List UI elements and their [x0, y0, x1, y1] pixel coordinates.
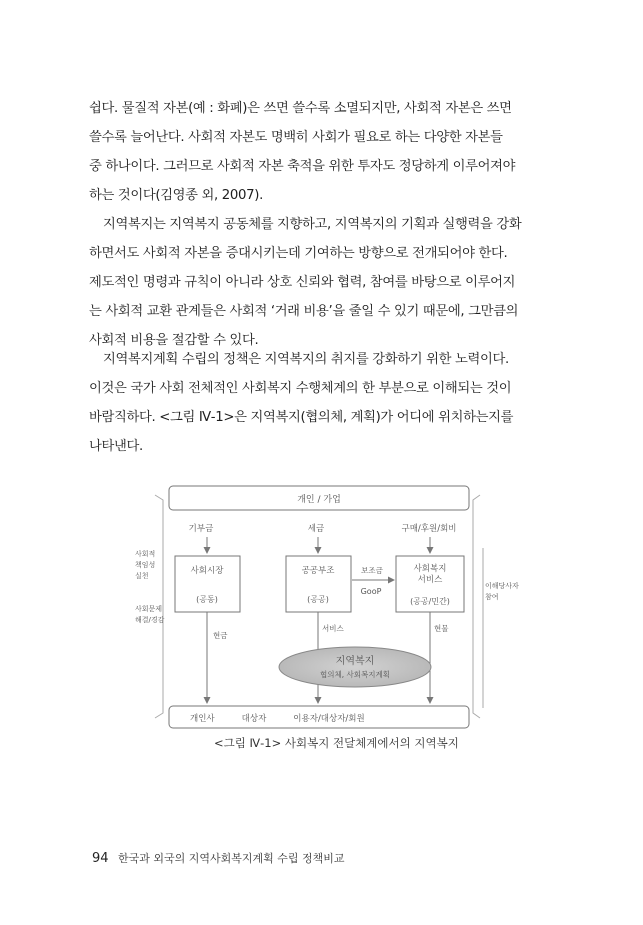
text-line: 이것은 국가 사회 전체적인 사회복지 수행체계의 한 부분으로 이해되는 것이 — [89, 381, 512, 396]
text-line: 쉽다. 물질적 자본(예 : 화폐)은 쓰면 쓸수록 소멸되지만, 사회적 자본은 쓰면 — [89, 101, 512, 116]
down-label-goods: 현물 — [434, 624, 449, 633]
side-note-responsibility: 사회적 책임성 실천 — [135, 550, 156, 580]
text-line: 지역복지는 지역복지 공동체를 지향하고, 지역복지의 기획과 실행력을 강화 — [103, 217, 522, 232]
right-bracket — [473, 495, 480, 718]
text-line: 제도적인 명령과 규칙이 아니라 상호 신뢰와 협력, 참여를 바탕으로 이루어지 — [89, 275, 516, 290]
arrow-label-donation: 기부금 — [188, 524, 214, 534]
gop-label: GooP — [360, 587, 382, 596]
text-line: 는 사회적 교환 관계들은 사회적 ‘거래 비용’을 줄일 수 있기 때문에, 그만큼의 — [89, 304, 519, 319]
text-line: 사회적 비용을 절감할 수 있다. — [89, 333, 259, 348]
top-box-label: 개인 / 가업 — [297, 495, 341, 505]
ellipse-title: 지역복지 — [335, 656, 375, 667]
down-label-cash: 현금 — [213, 631, 228, 640]
text-line: 하는 것이다(김영종 외, 2007). — [89, 188, 263, 203]
box-public-assistance-title: 공공부조 — [301, 566, 335, 576]
running-title: 한국과 외국의 지역사회복지계획 수립 정책비교 — [118, 852, 345, 865]
subsidy-label: 보조금 — [361, 566, 383, 575]
text-line: 중 하나이다. 그러므로 사회적 자본 축적을 위한 투자도 정당하게 이루어져야 — [89, 159, 516, 174]
text-line: 하면서도 사회적 자본을 증대시키는데 기여하는 방향으로 전개되어야 한다. — [89, 246, 508, 261]
box-social-service-title: 사회복지 — [413, 564, 447, 574]
side-note-participation: 이해당사자 참여 — [485, 582, 519, 601]
arrow-label-tax: 세금 — [307, 524, 325, 534]
page-number: 94 — [92, 851, 109, 866]
figure-caption: <그림 Ⅳ-1> 사회복지 전달체계에서의 지역복지 — [214, 736, 459, 750]
box-public-assistance-sub: (공공) — [307, 595, 329, 604]
box-social-market-sub: (공동) — [196, 595, 218, 604]
text-line: 바람직하다. <그림 Ⅳ-1>은 지역복지(협의체, 계획)가 어디에 위치하는지를 — [89, 410, 514, 425]
ellipse-sub: 협의체, 사회복지계획 — [320, 670, 390, 679]
community-welfare-ellipse — [279, 647, 431, 687]
bottom-box-label: 개인사 대상자 이용자/대상자/회원 — [190, 714, 365, 724]
box-social-market-title: 사회시장 — [190, 566, 224, 576]
arrow-label-purchase: 구매/후원/회비 — [401, 524, 457, 534]
down-label-service: 서비스 — [322, 624, 344, 633]
text-line: 쓸수록 늘어난다. 사회적 자본도 명백히 사회가 필요로 하는 다양한 자본들 — [89, 130, 503, 145]
text-line: 지역복지계획 수립의 정책은 지역복지의 취지를 강화하기 위한 노력이다. — [103, 352, 509, 367]
text-line: 나타낸다. — [89, 439, 143, 454]
page-footer — [92, 850, 345, 866]
box-social-service-sub: (공공/민간) — [410, 597, 450, 606]
side-note-problem-solving: 사회문제 해결/경감 — [135, 605, 165, 624]
box-social-service-title2: 서비스 — [417, 575, 443, 585]
